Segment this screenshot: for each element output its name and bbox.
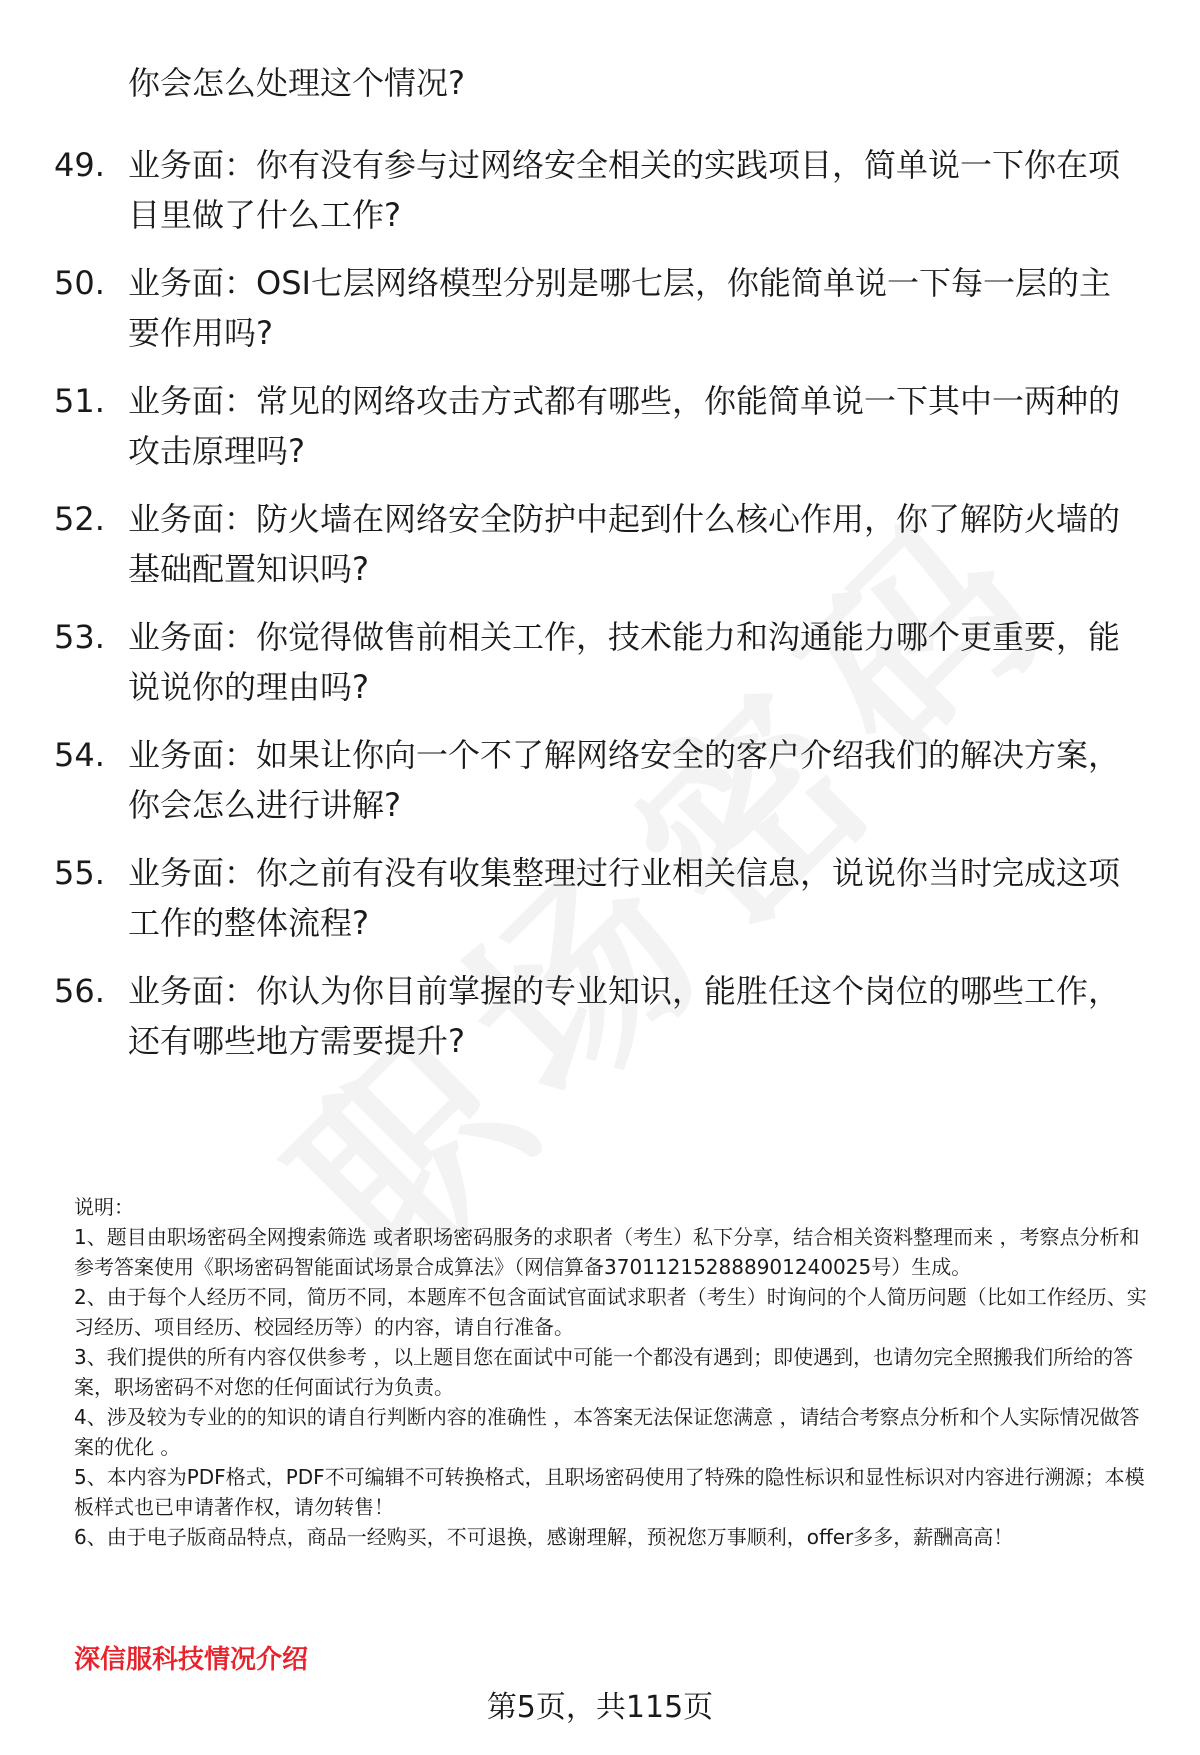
- note-item: 6、由于电子版商品特点，商品一经购买，不可退换，感谢理解，预祝您万事顺利，offer多多，薪酬高高！: [74, 1525, 1014, 1549]
- question-item: [0, 376, 1200, 486]
- page-number: 第5页，共115页: [486, 1690, 714, 1725]
- note-item: 5、本内容为PDF格式，PDF不可编辑不可转换格式，且职场密码使用了特殊的隐性标识和显性标识对内容进行溯源；本模板样式也已申请著作权，请勿转售！: [74, 1465, 1145, 1519]
- question-number: 56.: [54, 972, 105, 1010]
- question-number: 55.: [54, 854, 105, 892]
- note-item: 4、涉及较为专业的的知识的请自行判断内容的准确性 ，本答案无法保证您满意 ，请结合考察点分析和个人实际情况做答案的优化 。: [74, 1405, 1140, 1459]
- question-item: [0, 966, 1200, 1076]
- note-item: 2、由于每个人经历不同，简历不同，本题库不包含面试官面试求职者（考生）时询问的个人简历问题（比如工作经历、实习经历、项目经历、校园经历等）的内容，请自行准备。: [74, 1285, 1147, 1339]
- question-text: 业务面：你之前有没有收集整理过行业相关信息，说说你当时完成这项工作的整体流程?: [128, 854, 1121, 942]
- question-text: 业务面：你觉得做售前相关工作，技术能力和沟通能力哪个更重要，能说说你的理由吗?: [128, 618, 1121, 706]
- question-number: 49.: [54, 146, 105, 184]
- question-item: [0, 494, 1200, 604]
- question-item: [0, 258, 1200, 368]
- notes-section: [74, 1192, 1154, 1552]
- question-item: [0, 730, 1200, 840]
- question-number: 52.: [54, 500, 105, 538]
- question-item: [0, 140, 1200, 250]
- question-text: 业务面：OSI七层网络模型分别是哪七层，你能简单说一下每一层的主要作用吗?: [128, 264, 1111, 352]
- question-item: [0, 612, 1200, 722]
- question-text: 业务面：你认为你目前掌握的专业知识，能胜任这个岗位的哪些工作，还有哪些地方需要提升?: [128, 972, 1121, 1060]
- question-continuation: 你会怎么处理这个情况?: [128, 64, 465, 102]
- note-item: 1、题目由职场密码全网搜索筛选 或者职场密码服务的求职者（考生）私下分享，结合相关资料整理而来 ，考察点分析和参考答案使用《职场密码智能面试场景合成算法》（网信算备370112152888901240025号）生成。: [74, 1225, 1140, 1279]
- question-text: 业务面：防火墙在网络安全防护中起到什么核心作用，你了解防火墙的基础配置知识吗?: [128, 500, 1121, 588]
- question-number: 53.: [54, 618, 105, 656]
- question-item: [0, 848, 1200, 958]
- question-number: 51.: [54, 382, 105, 420]
- question-number: 54.: [54, 736, 105, 774]
- question-number: 50.: [54, 264, 105, 302]
- question-text: 业务面：常见的网络攻击方式都有哪些，你能简单说一下其中一两种的攻击原理吗?: [128, 382, 1121, 470]
- company-heading: 深信服科技情况介绍: [74, 1645, 309, 1675]
- note-item: 3、我们提供的所有内容仅供参考 ，以上题目您在面试中可能一个都没有遇到；即使遇到，也请勿完全照搬我们所给的答案，职场密码不对您的任何面试行为负责。: [74, 1345, 1134, 1399]
- question-text: 业务面：如果让你向一个不了解网络安全的客户介绍我们的解决方案，你会怎么进行讲解?: [128, 736, 1121, 824]
- notes-title: 说明：: [74, 1195, 134, 1219]
- question-text: 业务面：你有没有参与过网络安全相关的实践项目，简单说一下你在项目里做了什么工作?: [128, 146, 1121, 234]
